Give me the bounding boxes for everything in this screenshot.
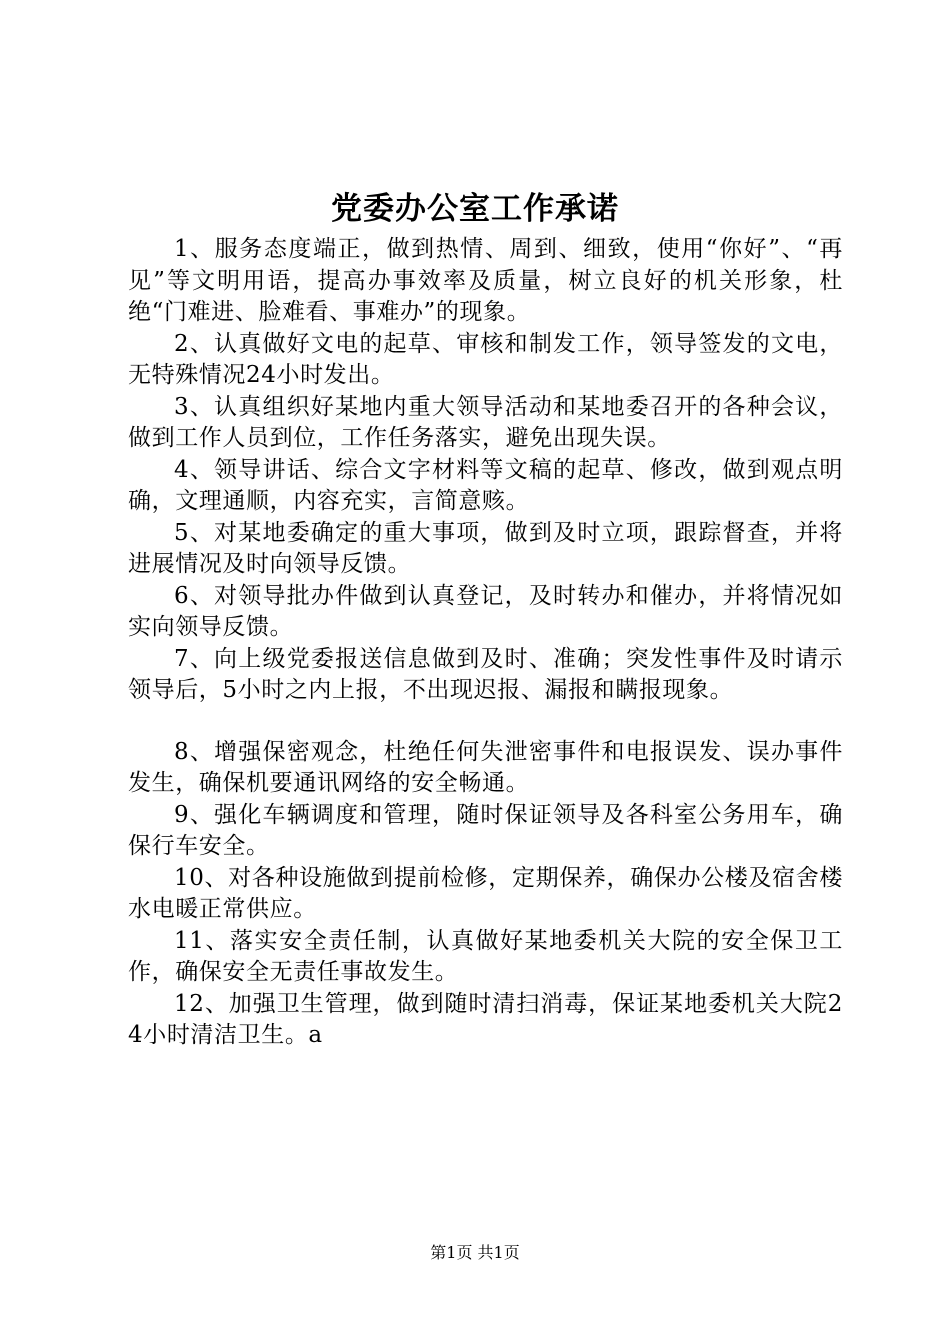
commitment-item-8: 8、增强保密观念，杜绝任何失泄密事件和电报误发、误办事件发生，确保机要通讯网络的安全畅通。 [128,738,843,796]
commitment-item-11: 11、落实安全责任制，认真做好某地委机关大院的安全保卫工作，确保安全无责任事故发生。 [128,927,843,985]
commitment-item-5: 5、对某地委确定的重大事项，做到及时立项，跟踪督查，并将进展情况及时向领导反馈。 [128,519,843,577]
commitment-item-12: 12、加强卫生管理，做到随时清扫消毒，保证某地委机关大院24小时清洁卫生。a [128,990,843,1048]
document-body [128,234,843,1052]
commitment-item-7: 7、向上级党委报送信息做到及时、准确；突发性事件及时请示领导后，5小时之内上报，不出现迟报、漏报和瞒报现象。 [128,645,843,703]
commitment-item-9: 9、强化车辆调度和管理，随时保证领导及各科室公务用车，确保行车安全。 [128,801,843,859]
commitment-item-1: 1、服务态度端正，做到热情、周到、细致，使用“你好”、“再见”等文明用语，提高办事效率及质量，树立良好的机关形象，杜绝“门难进、脸难看、事难办”的现象。 [128,236,843,325]
commitment-item-10: 10、对各种设施做到提前检修，定期保养，确保办公楼及宿舍楼水电暖正常供应。 [128,864,843,922]
commitment-item-3: 3、认真组织好某地内重大领导活动和某地委召开的各种会议，做到工作人员到位，工作任务落实，避免出现失误。 [128,393,843,451]
document-title: 党委办公室工作承诺 [331,191,619,227]
page-number: 第1页 共1页 [430,1243,520,1262]
commitment-item-6: 6、对领导批办件做到认真登记，及时转办和催办，并将情况如实向领导反馈。 [128,582,843,640]
commitment-item-4: 4、领导讲话、综合文字材料等文稿的起草、修改，做到观点明确，文理通顺，内容充实，言简意赅。 [128,456,843,514]
commitment-item-2: 2、认真做好文电的起草、审核和制发工作，领导签发的文电，无特殊情况24小时发出。 [128,330,843,388]
